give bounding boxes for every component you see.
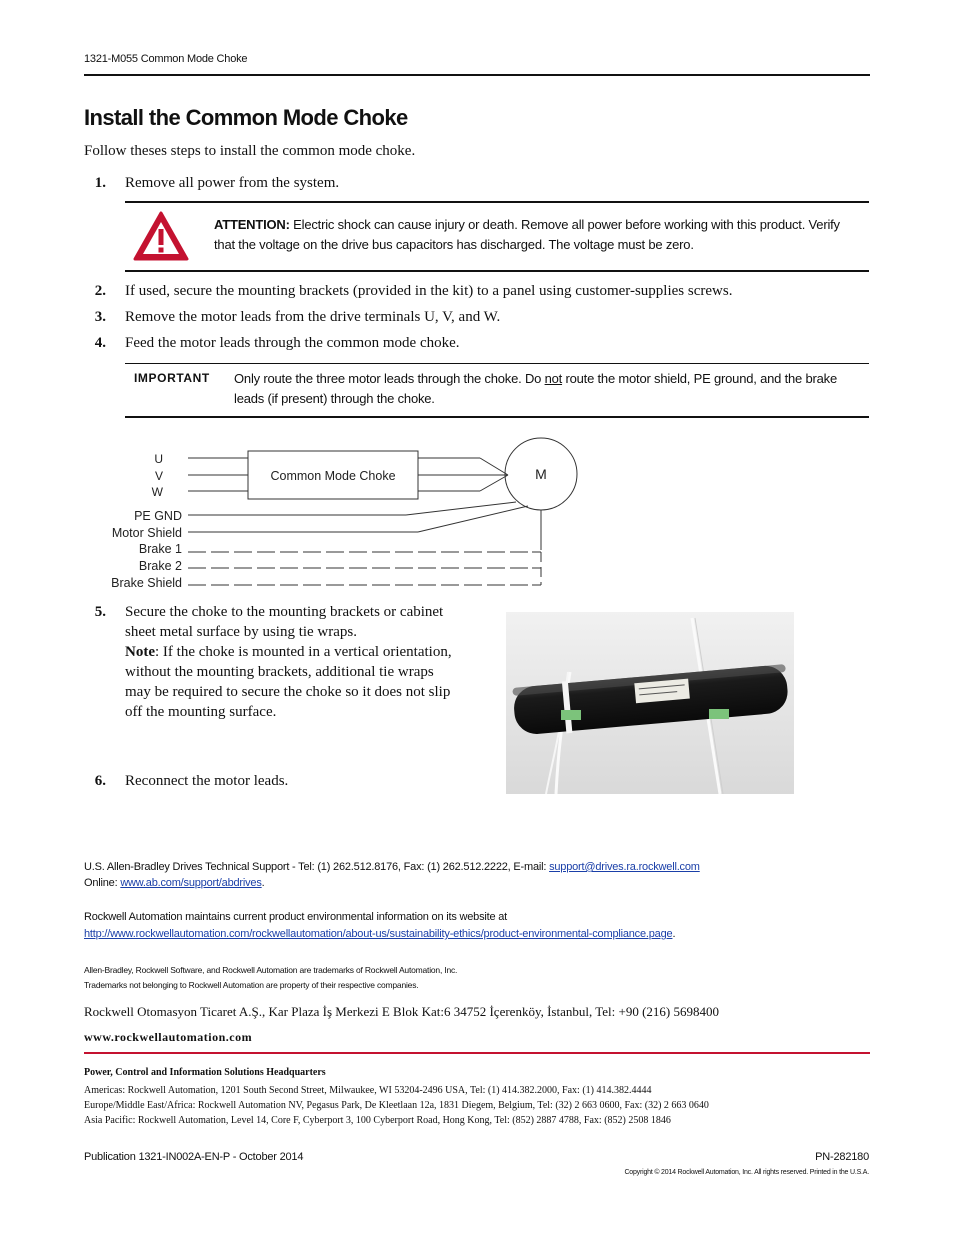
running-header: 1321-M055 Common Mode Choke: [84, 53, 248, 65]
step-text: Feed the motor leads through the common mode choke.: [125, 335, 460, 351]
lead-label-brake-2: Brake 2: [138, 559, 182, 573]
support-email-link[interactable]: support@drives.ra.rockwell.com: [549, 861, 700, 873]
important-top-rule: [125, 363, 869, 364]
hq-line-americas: Americas: Rockwell Automation, 1201 South Second Street, Milwaukee, WI 53204-2496 USA, Tel: (1) 414.382.2000, Fax: (1) 414.382.4444: [84, 1085, 652, 1096]
turkey-address: Rockwell Otomasyon Ticaret A.Ş., Kar Plaza İş Merkezi E Blok Kat:6 34752 İçerenköy, İstanbul, Tel: +90 (216) 5698400: [84, 1004, 720, 1019]
step-number: 5.: [94, 604, 106, 620]
trademark-line-1: Allen-Bradley, Rockwell Software, and Rockwell Automation are trademarks of Rockwell Automation, Inc.: [84, 965, 458, 975]
hq-title: Power, Control and Information Solutions Headquarters: [84, 1067, 326, 1078]
environment-url-link[interactable]: http://www.rockwellautomation.com/rockwellautomation/about-us/sustainability-ethics/product-environmental-compliance.page: [84, 928, 673, 940]
step-number: 1.: [94, 175, 106, 191]
step-number: 4.: [94, 335, 106, 351]
attention-body: Electric shock can cause injury or death. Remove all power before working with this product. Verify that the voltage on the drive bus capacitors has discharged. The voltage must be zero.: [214, 217, 840, 252]
step-text: If used, secure the mounting brackets (provided in the kit) to a panel using customer-supplies screws.: [125, 283, 733, 299]
footer-red-rule: [84, 1052, 870, 1054]
step-text: Remove the motor leads from the drive terminals U, V, and W.: [125, 309, 501, 325]
online-label: Online:: [84, 877, 121, 889]
lead-label-brake-1: Brake 1: [138, 542, 182, 556]
motor-label: M: [535, 466, 547, 482]
copyright-text: Copyright © 2014 Rockwell Automation, Inc. All rights reserved. Printed in the U.S.A.: [624, 1169, 869, 1176]
phase-label-u: U: [154, 452, 163, 466]
lead-label-brake-shield: Brake Shield: [111, 576, 182, 590]
section-title: Install the Common Mode Choke: [84, 105, 408, 130]
attention-text: [214, 215, 864, 255]
important-label: IMPORTANT: [134, 371, 210, 385]
wiring-diagram: [100, 436, 590, 592]
environment-text: Rockwell Automation maintains current product environmental information on its website at: [84, 911, 508, 923]
trademark-block: [84, 963, 457, 993]
warning-triangle-icon: [133, 210, 189, 262]
step-number: 6.: [94, 773, 106, 789]
emphasis-not: not: [544, 371, 563, 386]
part-number: PN-282180: [815, 1151, 869, 1163]
trademark-line-2: Trademarks not belonging to Rockwell Automation are property of their respective companies.: [84, 980, 419, 990]
attention-label: ATTENTION:: [214, 217, 290, 232]
lead-label-motor-shield: Motor Shield: [111, 526, 182, 540]
intro-text: Follow theses steps to install the common mode choke.: [84, 143, 416, 159]
step-number: 2.: [94, 283, 106, 299]
note-label: Note: [125, 644, 155, 660]
attention-bottom-rule: [125, 270, 869, 272]
online-url-link[interactable]: www.ab.com/support/abdrives: [120, 877, 262, 889]
choke-photo: [506, 612, 794, 794]
attention-top-rule: [125, 201, 869, 203]
important-bottom-rule: [125, 416, 869, 418]
step-text: Reconnect the motor leads.: [125, 773, 289, 789]
choke-label: Common Mode Choke: [270, 469, 396, 483]
step-number: 3.: [94, 309, 106, 325]
step-text: Remove all power from the system.: [125, 175, 340, 191]
important-text: Only route the three motor leads through the choke. Do not route the motor shield, PE ground, and the brake leads (if present) through the choke.: [234, 371, 837, 406]
environment-block: Rockwell Automation maintains current product environmental information on its website at http://www.rockwellautomation.com/rockwellautomation/about-us/sustainability-ethics/product-environmental-compliance.page.: [84, 911, 676, 940]
header-rule: [84, 74, 870, 76]
publication-number: Publication 1321-IN002A-EN-P - October 2014: [84, 1151, 304, 1163]
support-text: U.S. Allen-Bradley Drives Technical Support - Tel: (1) 262.512.8176, Fax: (1) 262.512.2222, E-mail:: [84, 861, 550, 873]
website-url: www.rockwellautomation.com: [84, 1030, 253, 1044]
hq-line-emea: Europe/Middle East/Africa: Rockwell Automation NV, Pegasus Park, De Kleetlaan 12a, 1831 Diegem, Belgium, Tel: (32) 2 663 0600, Fax: (32) 2 663 0640: [84, 1100, 709, 1111]
phase-label-w: W: [151, 485, 163, 499]
support-block: U.S. Allen-Bradley Drives Technical Support - Tel: (1) 262.512.8176, Fax: (1) 262.512.2222, E-mail: support@drives.ra.rockwell.com Online: www.ab.com/support/abdrives.: [84, 861, 700, 889]
step-text: Secure the choke to the mounting brackets or cabinet sheet metal surface by using tie wraps. Note: If the choke is mounted in a vertical orientation, without the mounting brackets, additional tie wraps may be required to secure the choke so it does not slip off the mounting surface.: [125, 604, 452, 720]
phase-label-v: V: [154, 469, 163, 483]
hq-line-asia-pacific: Asia Pacific: Rockwell Automation, Level 14, Core F, Cyberport 3, 100 Cyberport Road, Hong Kong, Tel: (852) 2887 4788, Fax: (852) 2508 1846: [84, 1115, 671, 1126]
lead-label-pe-gnd: PE GND: [134, 509, 182, 523]
